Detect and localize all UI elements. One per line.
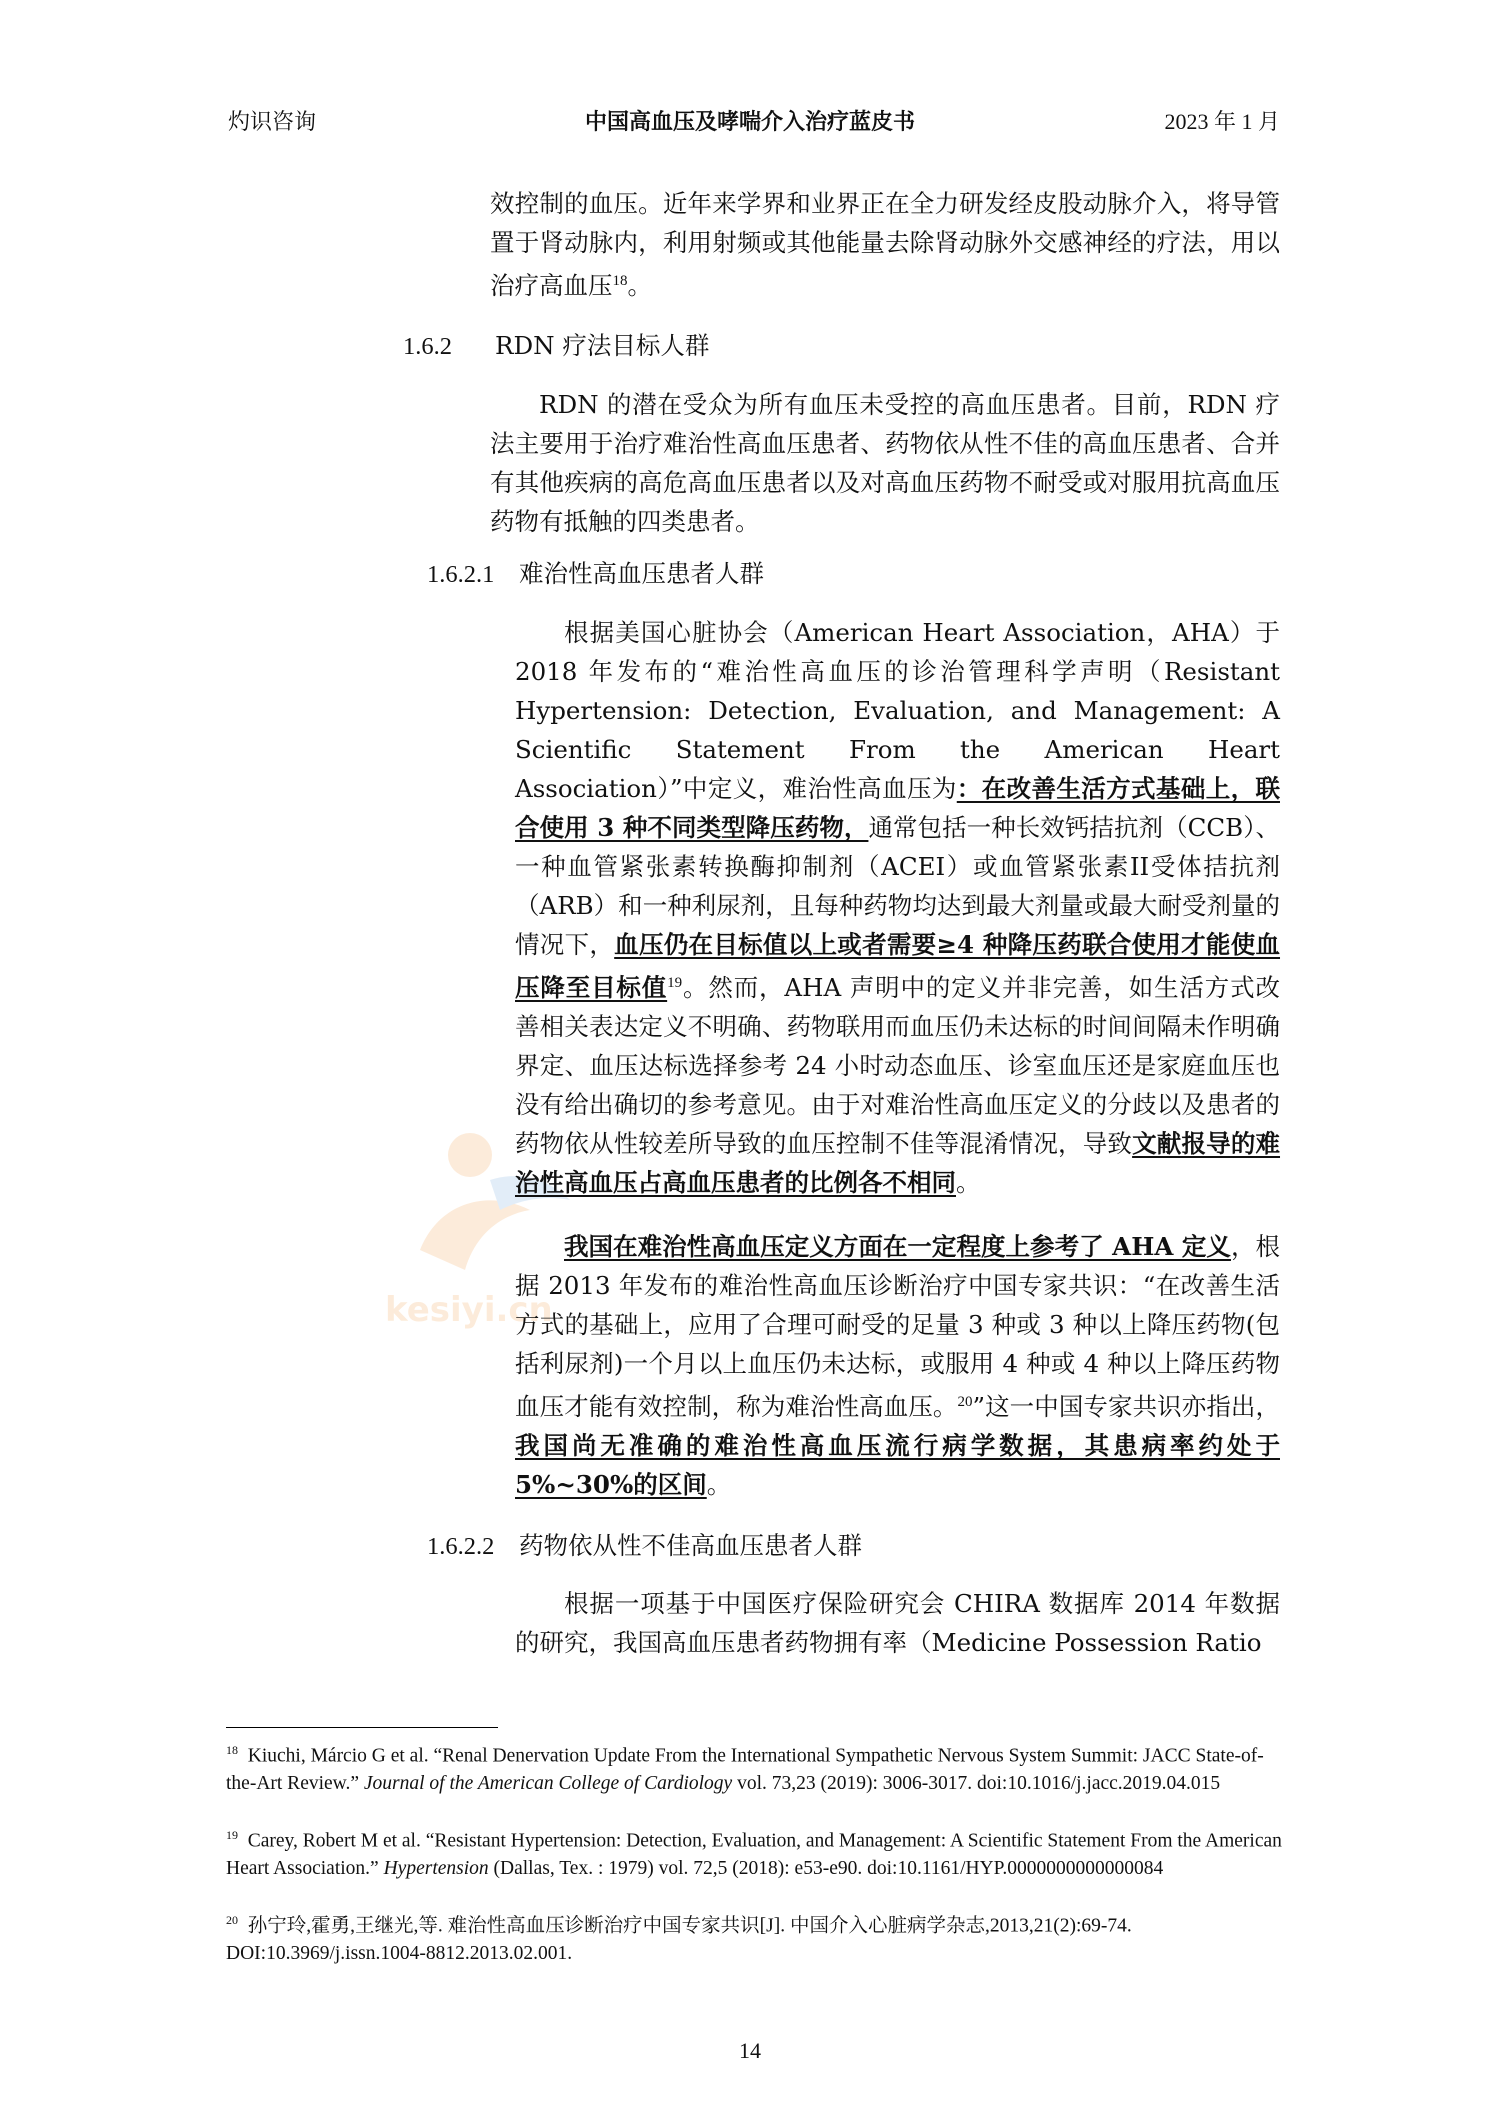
- section-1-6-2-paragraph: RDN 的潜在受众为所有血压未受控的高血压患者。目前，RDN 疗法主要用于治疗难治性高血压患者、药物依从性不佳的高血压患者、合并有其他疾病的高危高血压患者以及对高血压药物不耐受或对服用抗高血压药物有抵触的四类患者。: [490, 390, 1280, 536]
- footnote-20: $^{20}$ 孙宁玲,霍勇,王继光,等. 难治性高血压诊断治疗中国专家共识[J]. 中国介入心脏病学杂志,2013,21(2):69-74. DOI:10.3969/j.issn.1004-8812.2013.02.001.: [226, 1913, 1132, 1964]
- page-number: 14: [739, 2038, 761, 2063]
- intro-paragraph: 效控制的血压。近年来学界和业界正在全力研发经皮股动脉介入，将导管置于肾动脉内，利用射频或其他能量去除肾动脉外交感神经的疗法，用以治疗高血压$^{18}$。: [490, 189, 1280, 301]
- watermark-text: kesiyi.cn: [385, 1290, 553, 1330]
- footnote-ref-18[interactable]: 18: [612, 273, 628, 289]
- header-title: 中国高血压及哮喘介入治疗蓝皮书: [584, 109, 915, 135]
- footnote-ref-20[interactable]: 20: [957, 1394, 973, 1410]
- section-heading-1-6-2-2: 1.6.2.2 药物依从性不佳高血压患者人群: [427, 1531, 862, 1560]
- section-1-6-2-2-paragraph: 根据一项基于中国医疗保险研究会 CHIRA 数据库 2014 年数据的研究，我国高血压患者药物拥有率（Medicine Possession Ratio: [515, 1589, 1280, 1657]
- footnote-separator: [226, 1727, 498, 1728]
- footnote-19: $^{19}$ Carey, Robert M et al. “Resistant Hypertension: Detection, Evaluation, and Management: A Scientific Statement From the American Heart Association.” Hypertension (Dallas, Tex. : 1979) vol. 72,5 (2018): e53-e90. doi:10.1161/HYP.0000000000000084: [226, 1828, 1282, 1879]
- footnote-18: $^{18}$ Kiuchi, Márcio G et al. “Renal Denervation Update From the International Sympathetic Nervous System Summit: JACC State-of-the-Art Review.” Journal of the American College of Cardiology vol. 73,23 (2019): 3006-3017. doi:10.1016/j.jacc.2019.04.015: [226, 1743, 1264, 1794]
- section-1-6-2-1-paragraph-2: 我国在难治性高血压定义方面在一定程度上参考了 AHA 定义，根据 2013 年发布的难治性高血压诊断治疗中国专家共识：“在改善生活方式的基础上，应用了合理可耐受的足量 3 种或 3 种以上降压药物(包括利尿剂)一个月以上血压仍未达标，或服用 4 种或 4 种以上降压药物血压才能有效控制，称为难治性高血压。$^{20}$”这一中国专家共识亦指出，我国尚无准确的难治性高血压流行病学数据，其患病率约处于 5%~30%的区间。: [515, 1232, 1280, 1500]
- section-heading-1-6-2: 1.6.2 RDN 疗法目标人群: [403, 331, 710, 360]
- header-company: 灼识咨询: [228, 110, 317, 135]
- footnote-ref-19[interactable]: 19: [667, 975, 683, 991]
- section-1-6-2-1-paragraph-1: 根据美国心脏协会（American Heart Association，AHA）于 2018 年发布的“难治性高血压的诊治管理科学声明（Resistant Hypertension: Detection, Evaluation, and Management: A Scientific Statement From the American Heart Association）”中定义，难治性高血压为：在改善生活方式基础上，联合使用 3 种不同类型降压药物，通常包括一种长效钙拮抗剂（CCB）、一种血管紧张素转换酶抑制剂（ACEI）或血管紧张素II受体拮抗剂（ARB）和一种利尿剂，且每种药物均达到最大剂量或最大耐受剂量的情况下，血压仍在目标值以上或者需要≥4 种降压药联合使用才能使血压降至目标值$^{19}$。然而，AHA 声明中的定义并非完善，如生活方式改善相关表达定义不明确、药物联用而血压仍未达标的时间间隔未作明确界定、血压达标选择参考 24 小时动态血压、诊室血压还是家庭血压也没有给出确切的参考意见。由于对难治性高血压定义的分歧以及患者的药物依从性较差所导致的血压控制不佳等混淆情况，导致文献报导的难治性高血压占高血压患者的比例各不相同。: [515, 618, 1281, 1198]
- section-heading-1-6-2-1: 1.6.2.1 难治性高血压患者人群: [427, 559, 764, 588]
- header-date: 2023 年 1 月: [1164, 109, 1280, 134]
